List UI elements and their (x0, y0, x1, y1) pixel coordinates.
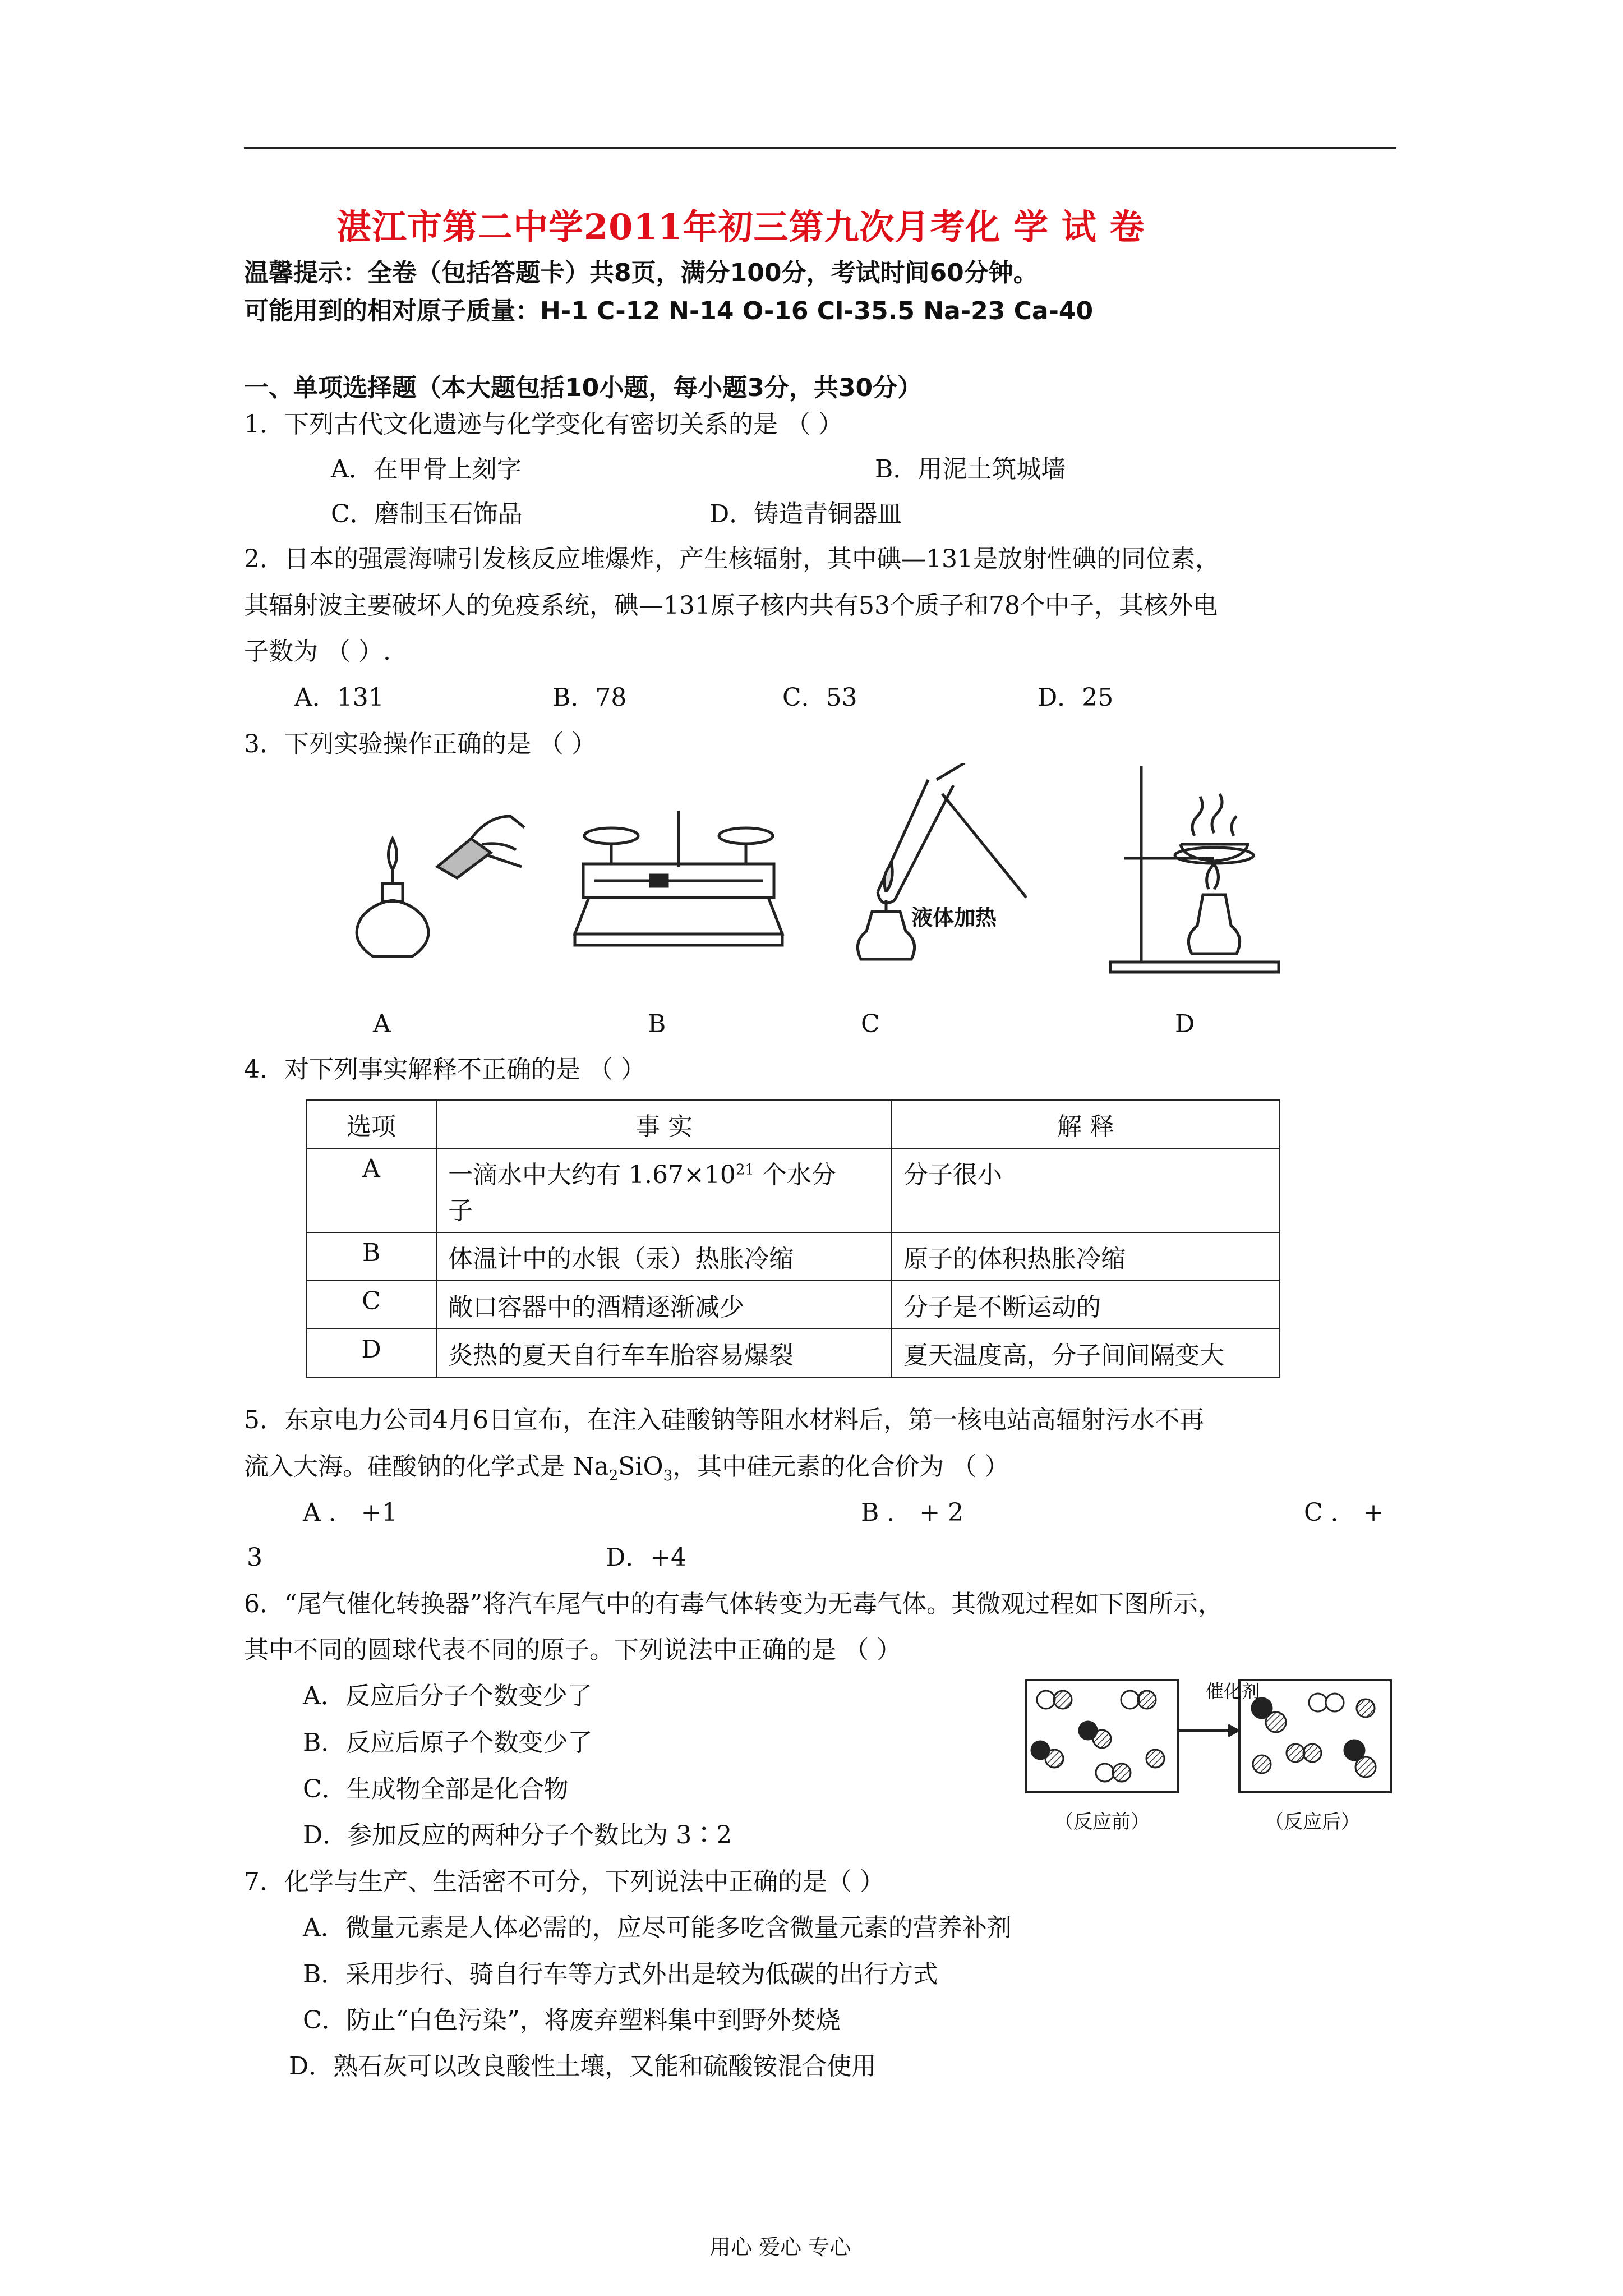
q6-option-d: D．参加反应的两种分子个数比为 3∶2 (303, 1821, 732, 1849)
q2-line2: 其辐射波主要破坏人的免疫系统，碘—131原子核内共有53个质子和78个中子，其核外电 (244, 591, 1218, 620)
q5-option-d: D．+4 (606, 1543, 687, 1572)
figure-c-liquid-heating (841, 763, 1060, 970)
q5-option-a: A ． +1 (303, 1498, 398, 1527)
row-option: B (306, 1232, 436, 1281)
figure-b-balance (572, 805, 785, 962)
q4-stem: 4．对下列事实解释不正确的是 （ ） (244, 1055, 645, 1084)
table-row (306, 1281, 1280, 1329)
table-header-row (306, 1100, 1280, 1148)
header-reason: 解 释 (892, 1100, 1280, 1148)
q7-option-b: B．采用步行、骑自行车等方式外出是较为低碳的出行方式 (303, 1960, 938, 1989)
header-fact: 事 实 (436, 1100, 892, 1148)
row-fact: 一滴水中大约有 $1.67\times 10^{21}$ 个水分 子 (436, 1148, 892, 1232)
figure-label-a: A (373, 1010, 391, 1038)
q5-option-c: C ． + (1304, 1498, 1384, 1527)
figure-label-c: C (861, 1010, 880, 1038)
q6-line2: 其中不同的圆球代表不同的原子。下列说法中正确的是 （ ） (244, 1636, 901, 1664)
row-option: D (306, 1329, 436, 1377)
figure-d-evaporation (1102, 760, 1315, 979)
table-row (306, 1232, 1280, 1281)
q7-stem: 7．化学与生产、生活密不可分，下列说法中正确的是（ ） (244, 1867, 884, 1896)
figure-c-text: 液体加热 (911, 905, 997, 930)
q6-option-a: A．反应后分子个数变少了 (303, 1682, 592, 1710)
q6-line1: 6．“尾气催化转换器”将汽车尾气中的有毒气体转变为无毒气体。其微观过程如下图所示， (244, 1590, 1223, 1618)
row-fact: 炎热的夏天自行车车胎容易爆裂 (436, 1329, 892, 1377)
figure-label-d: D (1175, 1010, 1195, 1038)
q3-stem: 3．下列实验操作正确的是 （ ） (244, 730, 596, 758)
page-title: 湛江市第二中学2011年初三第九次月考化 学 试 卷 (336, 206, 1145, 247)
q5-line2: 流入大海。硅酸钠的化学式是 $Na_2SiO_3$，其中硅元素的化合价为 （ ） (244, 1452, 1009, 1484)
row-reason: 夏天温度高，分子间间隔变大 (892, 1329, 1280, 1377)
q5-option-b: B ． + 2 (861, 1498, 964, 1527)
header-option: 选项 (306, 1100, 436, 1148)
q2-option-d: D．25 (1038, 683, 1114, 712)
row-reason: 分子很小 (892, 1148, 1280, 1232)
catalyst-label: 催化剂 (1206, 1681, 1260, 1702)
q2-line3: 子数为 （ ）. (244, 637, 391, 666)
q6-option-c: C．生成物全部是化合物 (303, 1775, 569, 1803)
section-heading: 一、单项选择题（本大题包括10小题，每小题3分，共30分） (244, 374, 923, 402)
row-reason: 原子的体积热胀冷缩 (892, 1232, 1280, 1281)
figure-label-b: B (648, 1010, 666, 1038)
q1-option-b: B．用泥土筑城墙 (875, 455, 1066, 484)
after-label: （反应后） (1265, 1811, 1360, 1833)
q5-option-c-cont: 3 (247, 1543, 262, 1572)
row-fact: 体温计中的水银（汞）热胀冷缩 (436, 1232, 892, 1281)
header-rule (244, 147, 1396, 149)
q7-option-a: A．微量元素是人体必需的，应尽可能多吃含微量元素的营养补剂 (303, 1913, 1012, 1942)
q1-option-d: D．铸造青铜器皿 (709, 500, 902, 528)
tip-text: 温馨提示：全卷（包括答题卡）共8页，满分100分，考试时间60分钟。 (244, 259, 1038, 287)
q2-option-b: B．78 (552, 683, 627, 712)
atomic-mass-text: 可能用到的相对原子质量：H-1 C-12 N-14 O-16 Cl-35.5 Na-23 Ca-40 (244, 297, 1094, 325)
q2-option-c: C．53 (782, 683, 857, 712)
row-option: C (306, 1281, 436, 1329)
q7-option-c: C．防止“白色污染”，将废弃塑料集中到野外焚烧 (303, 2006, 841, 2035)
figure-a-lamp-lighting (342, 794, 527, 962)
q1-option-c: C．磨制玉石饰品 (331, 500, 523, 528)
q1-stem: 1．下列古代文化遗迹与化学变化有密切关系的是 （ ） (244, 410, 843, 439)
table-row (306, 1329, 1280, 1377)
table-row (306, 1148, 1280, 1232)
q1-option-a: A．在甲骨上刻字 (331, 455, 522, 484)
page-footer: 用心 爱心 专心 (709, 2235, 851, 2260)
before-label: （反应前） (1054, 1811, 1150, 1833)
row-fact: 敞口容器中的酒精逐渐减少 (436, 1281, 892, 1329)
q5-line1: 5．东京电力公司4月6日宣布，在注入硅酸钠等阻水材料后，第一核电站高辐射污水不再 (244, 1406, 1204, 1434)
q7-option-d: D．熟石灰可以改良酸性土壤，又能和硫酸铵混合使用 (289, 2052, 877, 2081)
row-option: A (306, 1148, 436, 1232)
q2-line1: 2．日本的强震海啸引发核反应堆爆炸，产生核辐射，其中碘—131是放射性碘的同位素， (244, 545, 1220, 573)
q6-option-b: B．反应后原子个数变少了 (303, 1728, 593, 1757)
q2-option-a: A．131 (294, 683, 384, 712)
facts-table (306, 1099, 1280, 1378)
row-reason: 分子是不断运动的 (892, 1281, 1280, 1329)
